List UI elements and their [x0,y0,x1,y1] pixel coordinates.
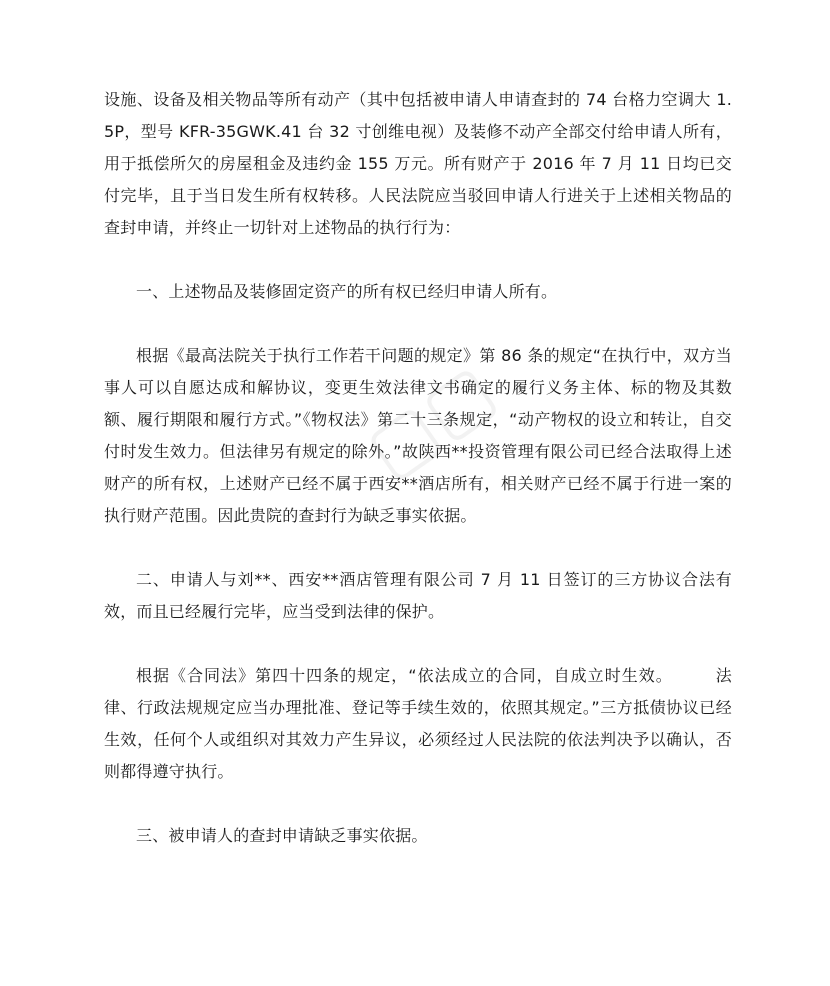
paragraph-intro-continued: 设施、设备及相关物品等所有动产（其中包括被申请人申请查封的 74 台格力空调大 1.5P，型号 KFR-35GWK.41 台 32 寸创维电视）及装修不动产全部交付给申请人所有，用于抵偿所欠的房屋租金及违约金 155 万元。所有财产于 2016 年 7 月 11 日均已交付完毕，且于当日发生所有权转移。人民法院应当驳回申请人行进关于上述相关物品的查封申请，并终止一切针对上述物品的执行行为： [104,90,732,237]
paragraph-point-two-basis: 根据《合同法》第四十四条的规定，“依法成立的合同，自成立时生效。 法律、行政法规规定应当办理批准、登记等手续生效的，依照其规定。”三方抵债协议已经生效，任何个人或组织对其效力产生异议，必须经过人民法院的依法判决予以确认，否则都得遵守执行。 [104,666,732,781]
watermark-logo: ▢▢ [350,346,510,494]
heading-point-one: 一、上述物品及装修固定资产的所有权已经归申请人所有。 [136,282,558,301]
document-body [104,84,732,852]
heading-point-three: 三、被申请人的查封申请缺乏事实依据。 [136,826,428,845]
heading-point-two: 二、申请人与刘**、西安**酒店管理有限公司 7 月 11 日签订的三方协议合法有效，而且已经履行完毕，应当受到法律的保护。 [104,570,732,621]
paragraph-point-one-basis: 根据《最高法院关于执行工作若干问题的规定》第 86 条的规定“在执行中，双方当事人可以自愿达成和解协议，变更生效法律文书确定的履行义务主体、标的物及其数额、履行期限和履行方式。”《物权法》第二十三条规定，“动产物权的设立和转让，自交付时发生效力。但法律另有规定的除外。”故陕西**投资管理有限公司已经合法取得上述财产的所有权，上述财产已经不属于西安**酒店所有，相关财产已经不属于行进一案的执行财产范围。因此贵院的查封行为缺乏事实依据。 [104,346,732,525]
